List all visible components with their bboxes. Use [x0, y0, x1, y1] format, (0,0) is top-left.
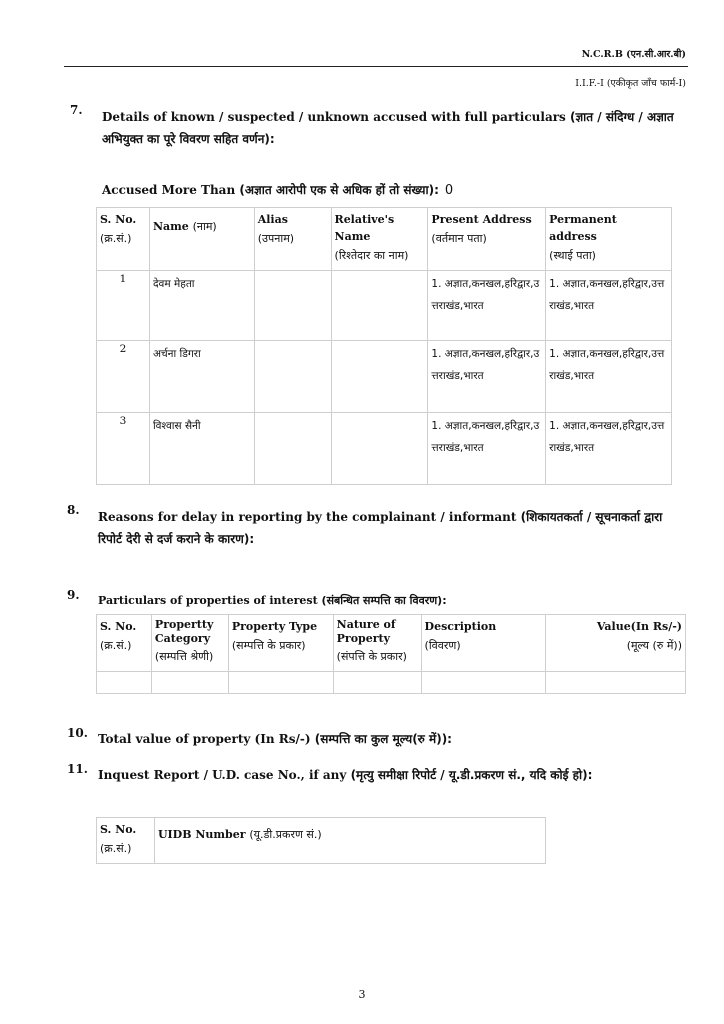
- col-name: Name (नाम): [149, 208, 254, 271]
- col-property-type: Property Type (सम्पत्ति के प्रकार): [228, 615, 333, 672]
- row-permanent-address: 1. अज्ञात,कनखल,हरिद्वार,उत्तराखंड,भारत: [546, 341, 672, 413]
- section-10-number: 10.: [67, 726, 88, 740]
- col-uidb-number: UIDB Number (यू.डी.प्रकरण सं.): [154, 818, 545, 864]
- row-alias: [254, 341, 331, 413]
- row-relative: [331, 271, 428, 341]
- section-10-title-hi: (सम्पत्ति का कुल मूल्य(रु में)):: [314, 732, 452, 746]
- row-name: अर्चना डिगरा: [149, 341, 254, 413]
- section-9-title-en: Particulars of properties of interest: [98, 594, 318, 607]
- row-sno: 2: [97, 341, 150, 413]
- accused-more-value: 0: [444, 183, 454, 198]
- col-nature-of-property: Nature of Property (संपत्ति के प्रकार): [333, 615, 421, 672]
- header-divider: [64, 66, 688, 67]
- row-name: विश्वास सैनी: [149, 413, 254, 485]
- col-value: Value(In Rs/-) (मूल्य (रु में)): [546, 615, 686, 672]
- header-iif: I.I.F.-I (एकीकृत जाँच फार्म-I): [575, 78, 686, 89]
- row-present-address: 1. अज्ञात,कनखल,हरिद्वार,उत्तराखंड,भारत: [428, 341, 546, 413]
- section-9-number: 9.: [67, 588, 80, 602]
- section-11-title-hi: (मृत्यु समीक्षा रिपोर्ट / यू.डी.प्रकरण सं., यदि कोई हो):: [350, 768, 593, 782]
- col-sno: S. No. (क्र.सं.): [97, 208, 150, 271]
- section-9-title-hi: (संबन्धित सम्पत्ति का विवरण):: [321, 594, 447, 607]
- property-table-header: [97, 615, 686, 672]
- row-permanent-address: 1. अज्ञात,कनखल,हरिद्वार,उत्तराखंड,भारत: [546, 271, 672, 341]
- row-relative: [331, 341, 428, 413]
- section-8-title-en: Reasons for delay in reporting by the complainant / informant: [98, 510, 517, 524]
- table-row: [97, 672, 686, 694]
- accused-more-label-en: Accused More Than: [102, 183, 236, 197]
- row-relative: [331, 413, 428, 485]
- col-alias: Alias (उपनाम): [254, 208, 331, 271]
- page-number: 3: [358, 988, 366, 1001]
- row-present-address: 1. अज्ञात,कनखल,हरिद्वार,उत्तराखंड,भारत: [428, 413, 546, 485]
- section-9-title: [98, 590, 684, 612]
- col-relative-name: Relative's Name (रिश्तेदार का नाम): [331, 208, 428, 271]
- section-11-number: 11.: [67, 762, 88, 776]
- section-8-title: [98, 506, 684, 550]
- section-8-title-hi: (शिकायतकर्ता / सूचनाकर्ता द्वारा रिपोर्ट देरी से दर्ज कराने के कारण):: [98, 510, 663, 546]
- row-permanent-address: 1. अज्ञात,कनखल,हरिद्वार,उत्तराखंड,भारत: [546, 413, 672, 485]
- section-11-title: [98, 764, 658, 786]
- row-alias: [254, 413, 331, 485]
- col-sno: S. No. (क्र.सं.): [97, 615, 152, 672]
- table-row: [97, 413, 672, 485]
- inquest-table: [96, 817, 546, 864]
- accused-table: [96, 207, 672, 485]
- col-description: Description (विवरण): [421, 615, 546, 672]
- section-7-number: 7.: [70, 103, 83, 117]
- accused-table-header: [97, 208, 672, 271]
- row-alias: [254, 271, 331, 341]
- accused-more-than: [102, 179, 682, 202]
- col-present-address: Present Address (वर्तमान पता): [428, 208, 546, 271]
- row-sno: 1: [97, 271, 150, 341]
- section-10-title-en: Total value of property (In Rs/-): [98, 732, 311, 746]
- header-ncrb: N.C.R.B (एन.सी.आर.बी): [581, 49, 686, 60]
- row-sno: 3: [97, 413, 150, 485]
- inquest-table-header: [97, 818, 546, 864]
- col-property-category: Propertty Category (सम्पत्ति श्रेणी): [151, 615, 228, 672]
- row-name: देवम मेहता: [149, 271, 254, 341]
- table-row: [97, 271, 672, 341]
- row-present-address: 1. अज्ञात,कनखल,हरिद्वार,उत्तराखंड,भारत: [428, 271, 546, 341]
- section-7-title: [102, 106, 682, 150]
- col-sno: S. No. (क्र.सं.): [97, 818, 155, 864]
- section-7-title-en: Details of known / suspected / unknown accused with full particulars: [102, 110, 566, 124]
- section-8-number: 8.: [67, 503, 80, 517]
- col-permanent-address: Permanent address (स्थाई पता): [546, 208, 672, 271]
- section-11-title-en: Inquest Report / U.D. case No., if any: [98, 768, 347, 782]
- property-table: [96, 614, 686, 694]
- table-row: [97, 341, 672, 413]
- section-10-title: [98, 728, 684, 750]
- section-7-title-hi: (ज्ञात / संदिग्ध / अज्ञात अभियुक्त का पूरे विवरण सहित वर्णन):: [102, 110, 674, 146]
- accused-more-label-hi: (अज्ञात आरोपी एक से अधिक हों तो संख्या):: [239, 183, 439, 197]
